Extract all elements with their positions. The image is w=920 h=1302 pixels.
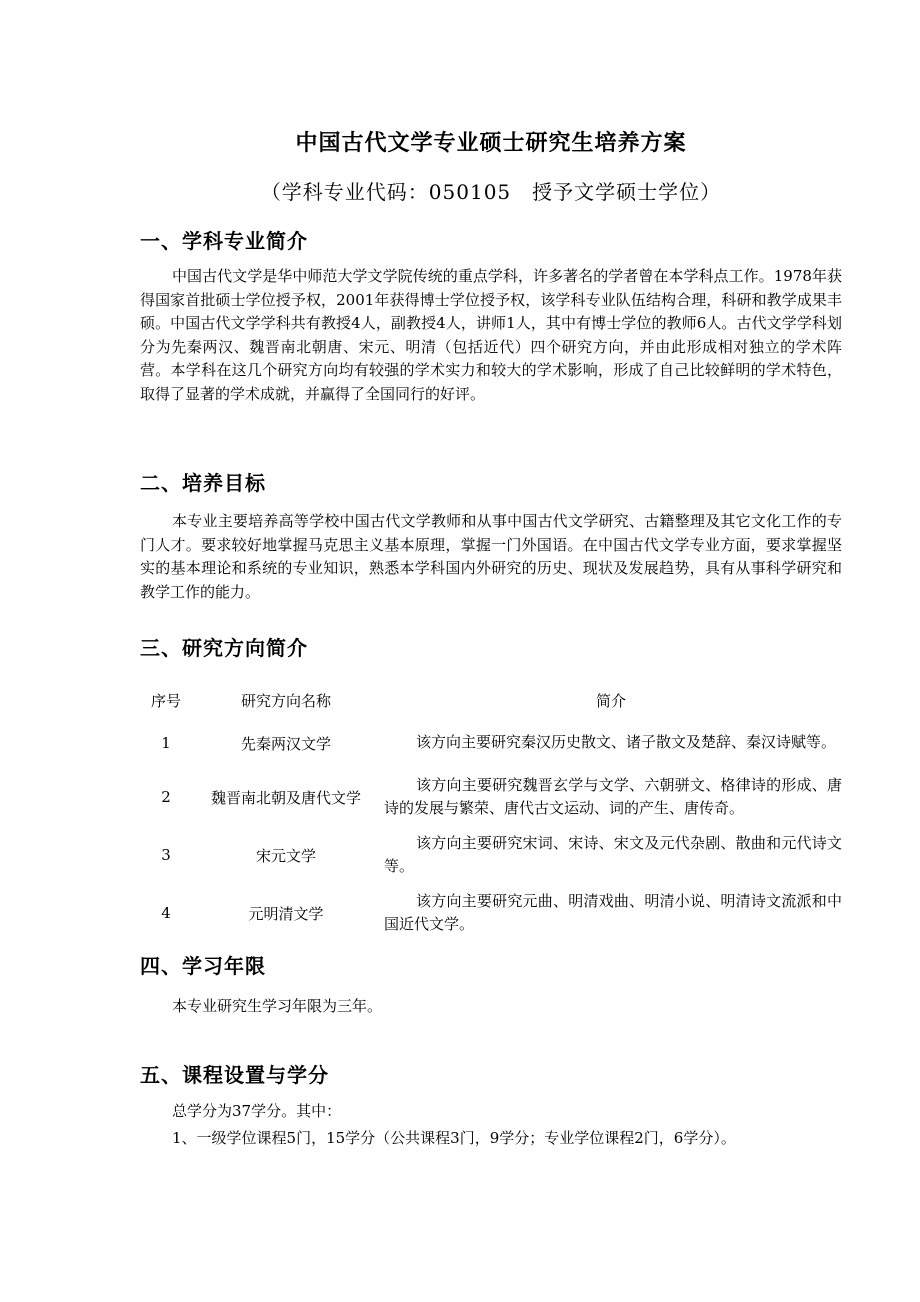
table-header-row: [140, 684, 842, 716]
row-desc: 该方向主要研究秦汉历史散文、诸子散文及楚辞、秦汉诗赋等。: [416, 733, 837, 752]
table-row: [140, 824, 842, 886]
row-no: 3: [161, 846, 171, 864]
table-row: [140, 770, 842, 824]
table-row: [140, 716, 842, 770]
row-desc: 该方向主要研究魏晋玄学与文学、六朝骈文、格律诗的形成、唐诗的发展与繁荣、唐代古文运动、词的产生、唐传奇。: [384, 775, 842, 817]
row-name: 宋元文学: [255, 846, 316, 865]
row-desc: 该方向主要研究元曲、明清戏曲、明清小说、明清诗文流派和中国近代文学。: [384, 891, 842, 933]
row-desc: 该方向主要研究宋词、宋诗、宋文及元代杂剧、散曲和元代诗文等。: [384, 833, 842, 875]
header-name: 研究方向名称: [240, 691, 331, 710]
table-row: [140, 886, 842, 940]
header-desc: 简介: [595, 691, 626, 710]
row-no: 2: [161, 788, 171, 806]
section-heading-goals: 二、培养目标: [140, 471, 266, 495]
row-no: 1: [161, 734, 171, 752]
intro-paragraph: 中国古代文学是华中师范大学文学院传统的重点学科，许多著名的学者曾在本学科点工作。1978年获得国家首批硕士学位授予权，2001年获得博士学位授予权，该学科专业队伍结构合理，科研和教学成果丰硕。中国古代文学学科共有教授4人，副教授4人，讲师1人，其中有博士学位的教师6人。古代文学学科划分为先秦两汉、魏晋南北朝唐、宋元、明清（包括近代）四个研究方向，并由此形成相对独立的学术阵营。本学科在这几个研究方向均有较强的学术实力和较大的学术影响，形成了自己比较鲜明的学术特色，取得了显著的学术成就，并赢得了全国同行的好评。: [140, 267, 842, 403]
courses-paragraph-1: 1、一级学位课程5门，15学分（公共课程3门，9学分；专业学位课程2门，6学分）。: [172, 1129, 736, 1147]
research-directions-table: [140, 684, 842, 940]
row-no: 4: [161, 904, 171, 922]
goals-paragraph: 本专业主要培养高等学校中国古代文学教师和从事中国古代文学研究、古籍整理及其它文化工作的专门人才。要求较好地掌握马克思主义基本原理，掌握一门外国语。在中国古代文学专业方面，要求掌握坚实的基本理论和系统的专业知识，熟悉本学科国内外研究的历史、现状及发展趋势，具有从事科学研究和教学工作的能力。: [140, 512, 842, 601]
header-no: 序号: [150, 691, 181, 710]
document-title: 中国古代文学专业硕士研究生培养方案: [295, 131, 687, 156]
section-heading-intro: 一、学科专业简介: [140, 229, 308, 253]
row-name: 魏晋南北朝及唐代文学: [210, 788, 361, 807]
section-heading-courses: 五、课程设置与学分: [140, 1063, 329, 1087]
courses-paragraph-total: 总学分为37学分。其中：: [172, 1102, 342, 1120]
duration-paragraph: 本专业研究生学习年限为三年。: [172, 997, 383, 1015]
section-heading-duration: 四、学习年限: [140, 954, 266, 978]
row-name: 元明清文学: [248, 904, 324, 923]
row-name: 先秦两汉文学: [240, 734, 331, 753]
document-subtitle: （学科专业代码：050105 授予文学硕士学位）: [260, 180, 722, 204]
section-heading-directions: 三、研究方向简介: [140, 636, 308, 660]
